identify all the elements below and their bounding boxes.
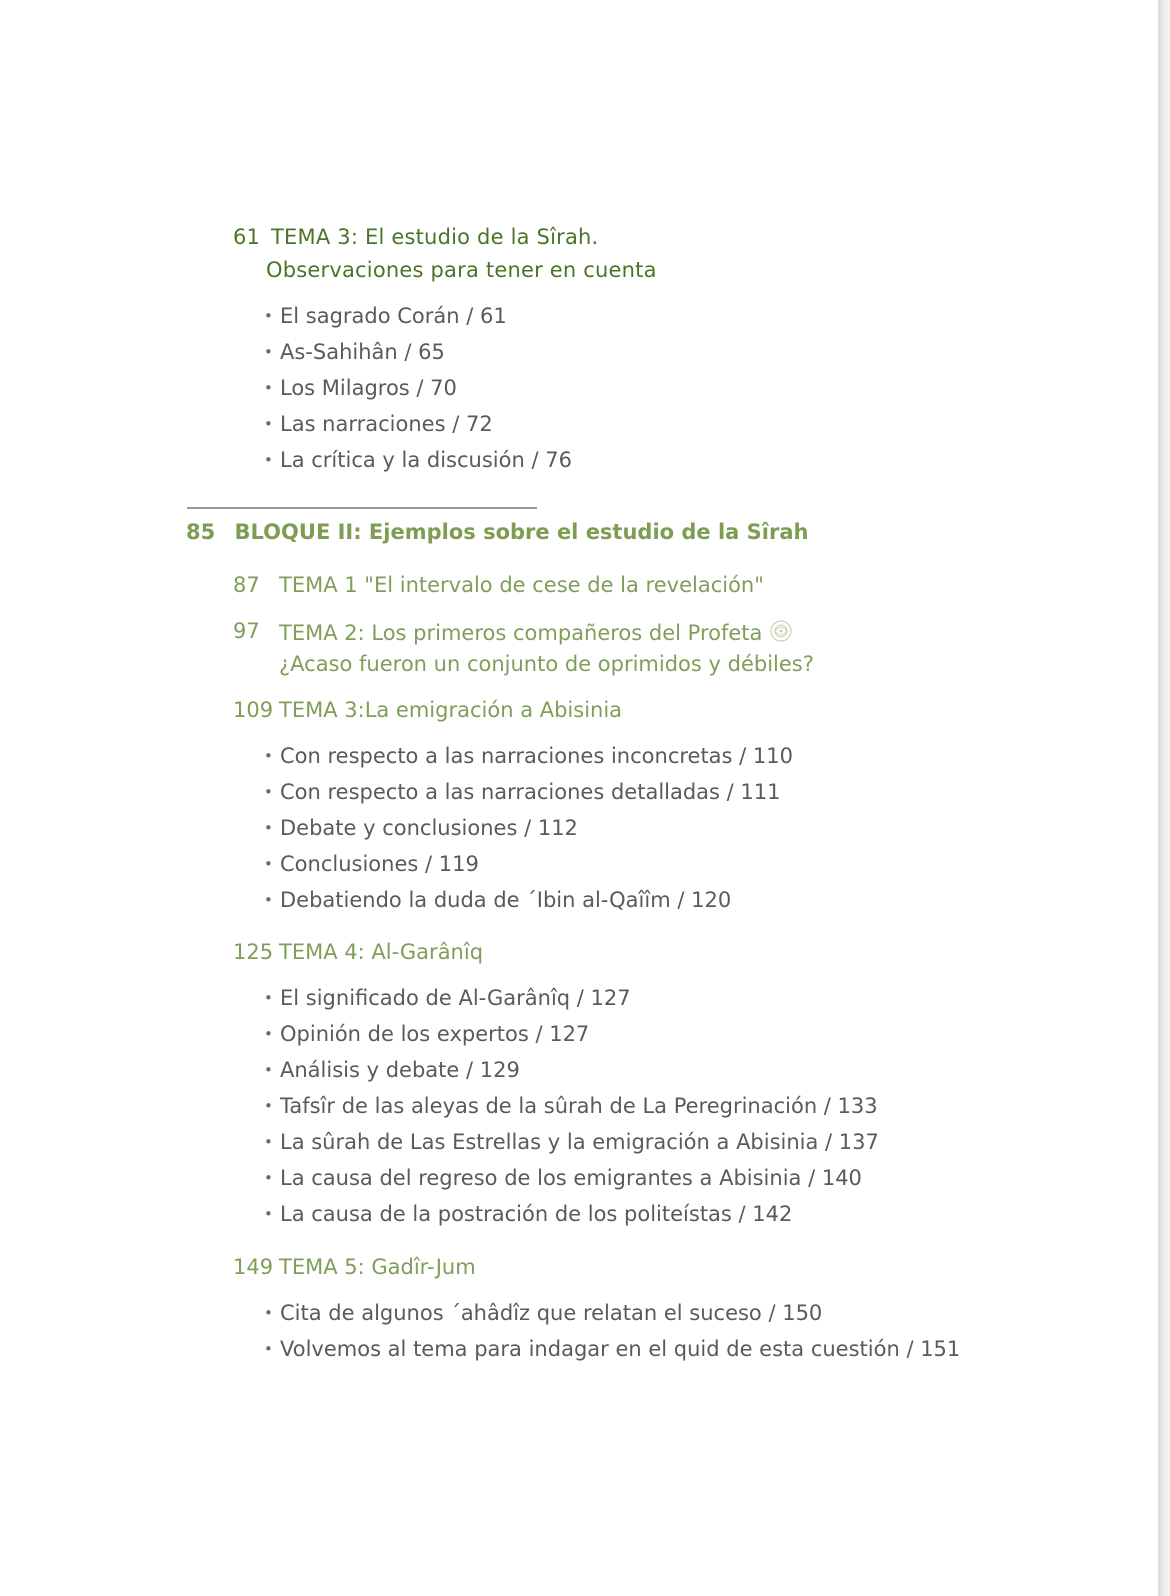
- list-item: • Con respecto a las narraciones detalladas / 111: [264, 780, 781, 804]
- list-item: • Conclusiones / 119: [264, 852, 479, 876]
- bullet-icon: •: [264, 1061, 273, 1079]
- toc-page-number: 61: [233, 225, 261, 249]
- toc-page-number: 149: [233, 1255, 274, 1279]
- list-item: • La crítica y la discusión / 76: [264, 448, 572, 472]
- bullet-icon: •: [264, 989, 273, 1007]
- toc-heading-tema2: [279, 619, 794, 645]
- toc-heading-tema3-block1: [233, 225, 598, 249]
- list-item: • La causa de la postración de los politeístas / 142: [264, 1202, 793, 1226]
- list-item: • El sagrado Corán / 61: [264, 304, 507, 328]
- bullet-icon: •: [264, 891, 273, 909]
- list-item: • Debate y conclusiones / 112: [264, 816, 578, 840]
- page-edge-shadow: [1158, 0, 1170, 1596]
- toc-heading-tema4: TEMA 4: Al-Garânîq: [279, 940, 484, 964]
- toc-heading-bloque2: [186, 520, 808, 544]
- section-divider: [187, 507, 537, 509]
- bullet-icon: •: [264, 747, 273, 765]
- bullet-icon: •: [264, 1304, 273, 1322]
- list-item: • Los Milagros / 70: [264, 376, 457, 400]
- toc-page-number: 85: [186, 520, 216, 544]
- bullet-icon: •: [264, 1133, 273, 1151]
- list-item: • As-Sahihân / 65: [264, 340, 445, 364]
- toc-page-number: 125: [233, 940, 274, 964]
- bullet-icon: •: [264, 307, 273, 325]
- toc-heading-tema1: TEMA 1 "El intervalo de cese de la revelación": [279, 573, 764, 597]
- honorific-seal-icon: [768, 619, 794, 643]
- toc-title: BLOQUE II: Ejemplos sobre el estudio de la Sîrah: [234, 520, 809, 544]
- toc-page-number: 97: [233, 619, 260, 643]
- bullet-icon: •: [264, 783, 273, 801]
- bullet-icon: •: [264, 1205, 273, 1223]
- toc-title: TEMA 3: El estudio de la Sîrah.: [271, 225, 599, 249]
- bullet-icon: •: [264, 415, 273, 433]
- toc-heading-tema5: TEMA 5: Gadîr-Jum: [279, 1255, 476, 1279]
- bullet-icon: •: [264, 819, 273, 837]
- toc-title-continuation: Observaciones para tener en cuenta: [266, 258, 657, 282]
- list-item: • El significado de Al-Garânîq / 127: [264, 986, 631, 1010]
- bullet-icon: •: [264, 1169, 273, 1187]
- list-item: • La sûrah de Las Estrellas y la emigración a Abisinia / 137: [264, 1130, 879, 1154]
- toc-title-continuation: ¿Acaso fueron un conjunto de oprimidos y débiles?: [279, 652, 814, 676]
- list-item: • Volvemos al tema para indagar en el quid de esta cuestión / 151: [264, 1337, 961, 1361]
- bullet-icon: •: [264, 1097, 273, 1115]
- list-item: • Con respecto a las narraciones inconcretas / 110: [264, 744, 794, 768]
- list-item: • Debatiendo la duda de ´Ibin al-Qaîîm / 120: [264, 888, 732, 912]
- list-item: • Tafsîr de las aleyas de la sûrah de La Peregrinación / 133: [264, 1094, 878, 1118]
- list-item: • Cita de algunos ´ahâdîz que relatan el suceso / 150: [264, 1301, 823, 1325]
- toc-title: TEMA 2: Los primeros compañeros del Profeta: [279, 621, 763, 645]
- bullet-icon: •: [264, 343, 273, 361]
- toc-page-number: 87: [233, 573, 260, 597]
- bullet-icon: •: [264, 1340, 273, 1358]
- bullet-icon: •: [264, 855, 273, 873]
- bullet-icon: •: [264, 379, 273, 397]
- list-item: • Análisis y debate / 129: [264, 1058, 520, 1082]
- bullet-icon: •: [264, 1025, 273, 1043]
- list-item: • Las narraciones / 72: [264, 412, 493, 436]
- toc-page-number: 109: [233, 698, 274, 722]
- list-item: • La causa del regreso de los emigrantes a Abisinia / 140: [264, 1166, 862, 1190]
- toc-heading-tema3: TEMA 3:La emigración a Abisinia: [279, 698, 623, 722]
- list-item: • Opinión de los expertos / 127: [264, 1022, 590, 1046]
- bullet-icon: •: [264, 451, 273, 469]
